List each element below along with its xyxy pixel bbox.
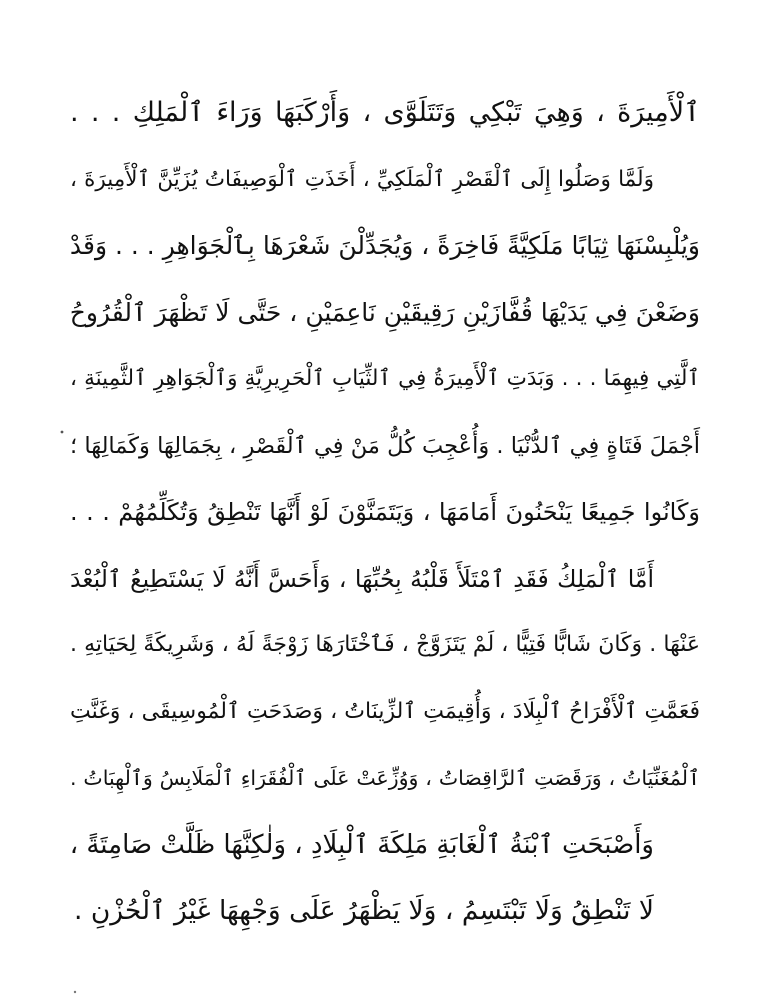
text-line-6: أَجْمَلَ فَتَاةٍ فِي ٱلدُّنْيَا . وَأُعْجِبَ كُلُّ مَنْ فِي ٱلْقَصْرِ ، بِجَمَالِهَا وَكَمَالِهَا ؛ (70, 432, 700, 459)
text-line-4: وَضَعْنَ فِي يَدَيْهَا قُفَّازَيْنِ رَقِيقَيْنِ نَاعِمَيْنِ ، حَتَّى لَا تَظْهَرَ ٱلْقُرُوحُ (69, 297, 700, 327)
ink-speck (61, 431, 64, 434)
text-line-3: وَيُلْبِسْنَهَا ثِيَابًا مَلَكِيَّةً فَاخِرَةً ، وَيُجَدِّلْنَ شَعْرَهَا بِٱلْجَوَاهِرِ . . . وَقَدْ (69, 231, 700, 260)
text-line-13: لَا تَنْطِقُ وَلَا تَبْتَسِمُ ، وَلَا يَظْهَرُ عَلَى وَجْهِهَا غَيْرُ ٱلْحُزْنِ . (74, 895, 654, 926)
text-line-2: وَلَمَّا وَصَلُوا إِلَى ٱلْقَصْرِ ٱلْمَلَكِيِّ ، أَخَذَتِ ٱلْوَصِيفَاتُ يُزَيِّنَّ ٱلْأَمِيرَةَ ، (70, 166, 654, 192)
text-line-5: ٱلَّتِي فِيهِمَا . . . وَبَدَتِ ٱلْأَمِيرَةُ فِي ٱلثِّيَابِ ٱلْحَرِيرِيَّةِ وَٱلْجَوَاهِرِ ٱلثَّمِينَةِ ، (70, 366, 700, 391)
text-line-12: وَأَصْبَحَتِ ٱبْنَةُ ٱلْغَابَةِ مَلِكَةَ ٱلْبِلَادِ ، وَلٰكِنَّهَا ظَلَّتْ صَامِتَةً ، (69, 829, 654, 860)
ink-speck (74, 991, 76, 993)
text-line-1: ٱلْأَمِيرَةَ ، وَهِيَ تَبْكِي وَتَتَلَوَّى ، وَأَرْكَبَهَا وَرَاءَ ٱلْمَلِكِ . . . (70, 97, 700, 128)
text-line-9: عَنْهَا . وَكَانَ شَابًّا فَتِيًّا ، لَمْ يَتَزَوَّجْ ، فَٱخْتَارَهَا زَوْجَةً لَهُ ، وَشَرِيكَةً لِحَيَاتِهِ . (70, 632, 700, 657)
text-line-7: وَكَانُوا جَمِيعًا يَنْحَنُونَ أَمَامَهَا ، وَيَتَمَنَّوْنَ لَوْ أَنَّهَا تَنْطِقُ وَتُكَلِّمُهُمْ . . . (70, 498, 700, 526)
text-line-11: ٱلْمُغَنِّيَاتُ ، وَرَقَصَتِ ٱلرَّاقِصَاتُ ، وَوُزِّعَتْ عَلَى ٱلْفُقَرَاءِ ٱلْمَلَابِسُ وَٱلْهِبَاتُ . (70, 766, 700, 790)
text-line-8: أَمَّا ٱلْمَلِكُ فَقَدِ ٱمْتَلَأَ قَلْبُهُ بِحُبِّهَا ، وَأَحَسَّ أَنَّهُ لَا يَسْتَطِيعُ ٱلْبُعْدَ (70, 564, 654, 593)
text-line-10: فَعَمَّتِ ٱلْأَفْرَاحُ ٱلْبِلَادَ ، وَأُقِيمَتِ ٱلزِّينَاتُ ، وَصَدَحَتِ ٱلْمُوسِيقَى ، وَغَنَّتِ (70, 698, 700, 724)
